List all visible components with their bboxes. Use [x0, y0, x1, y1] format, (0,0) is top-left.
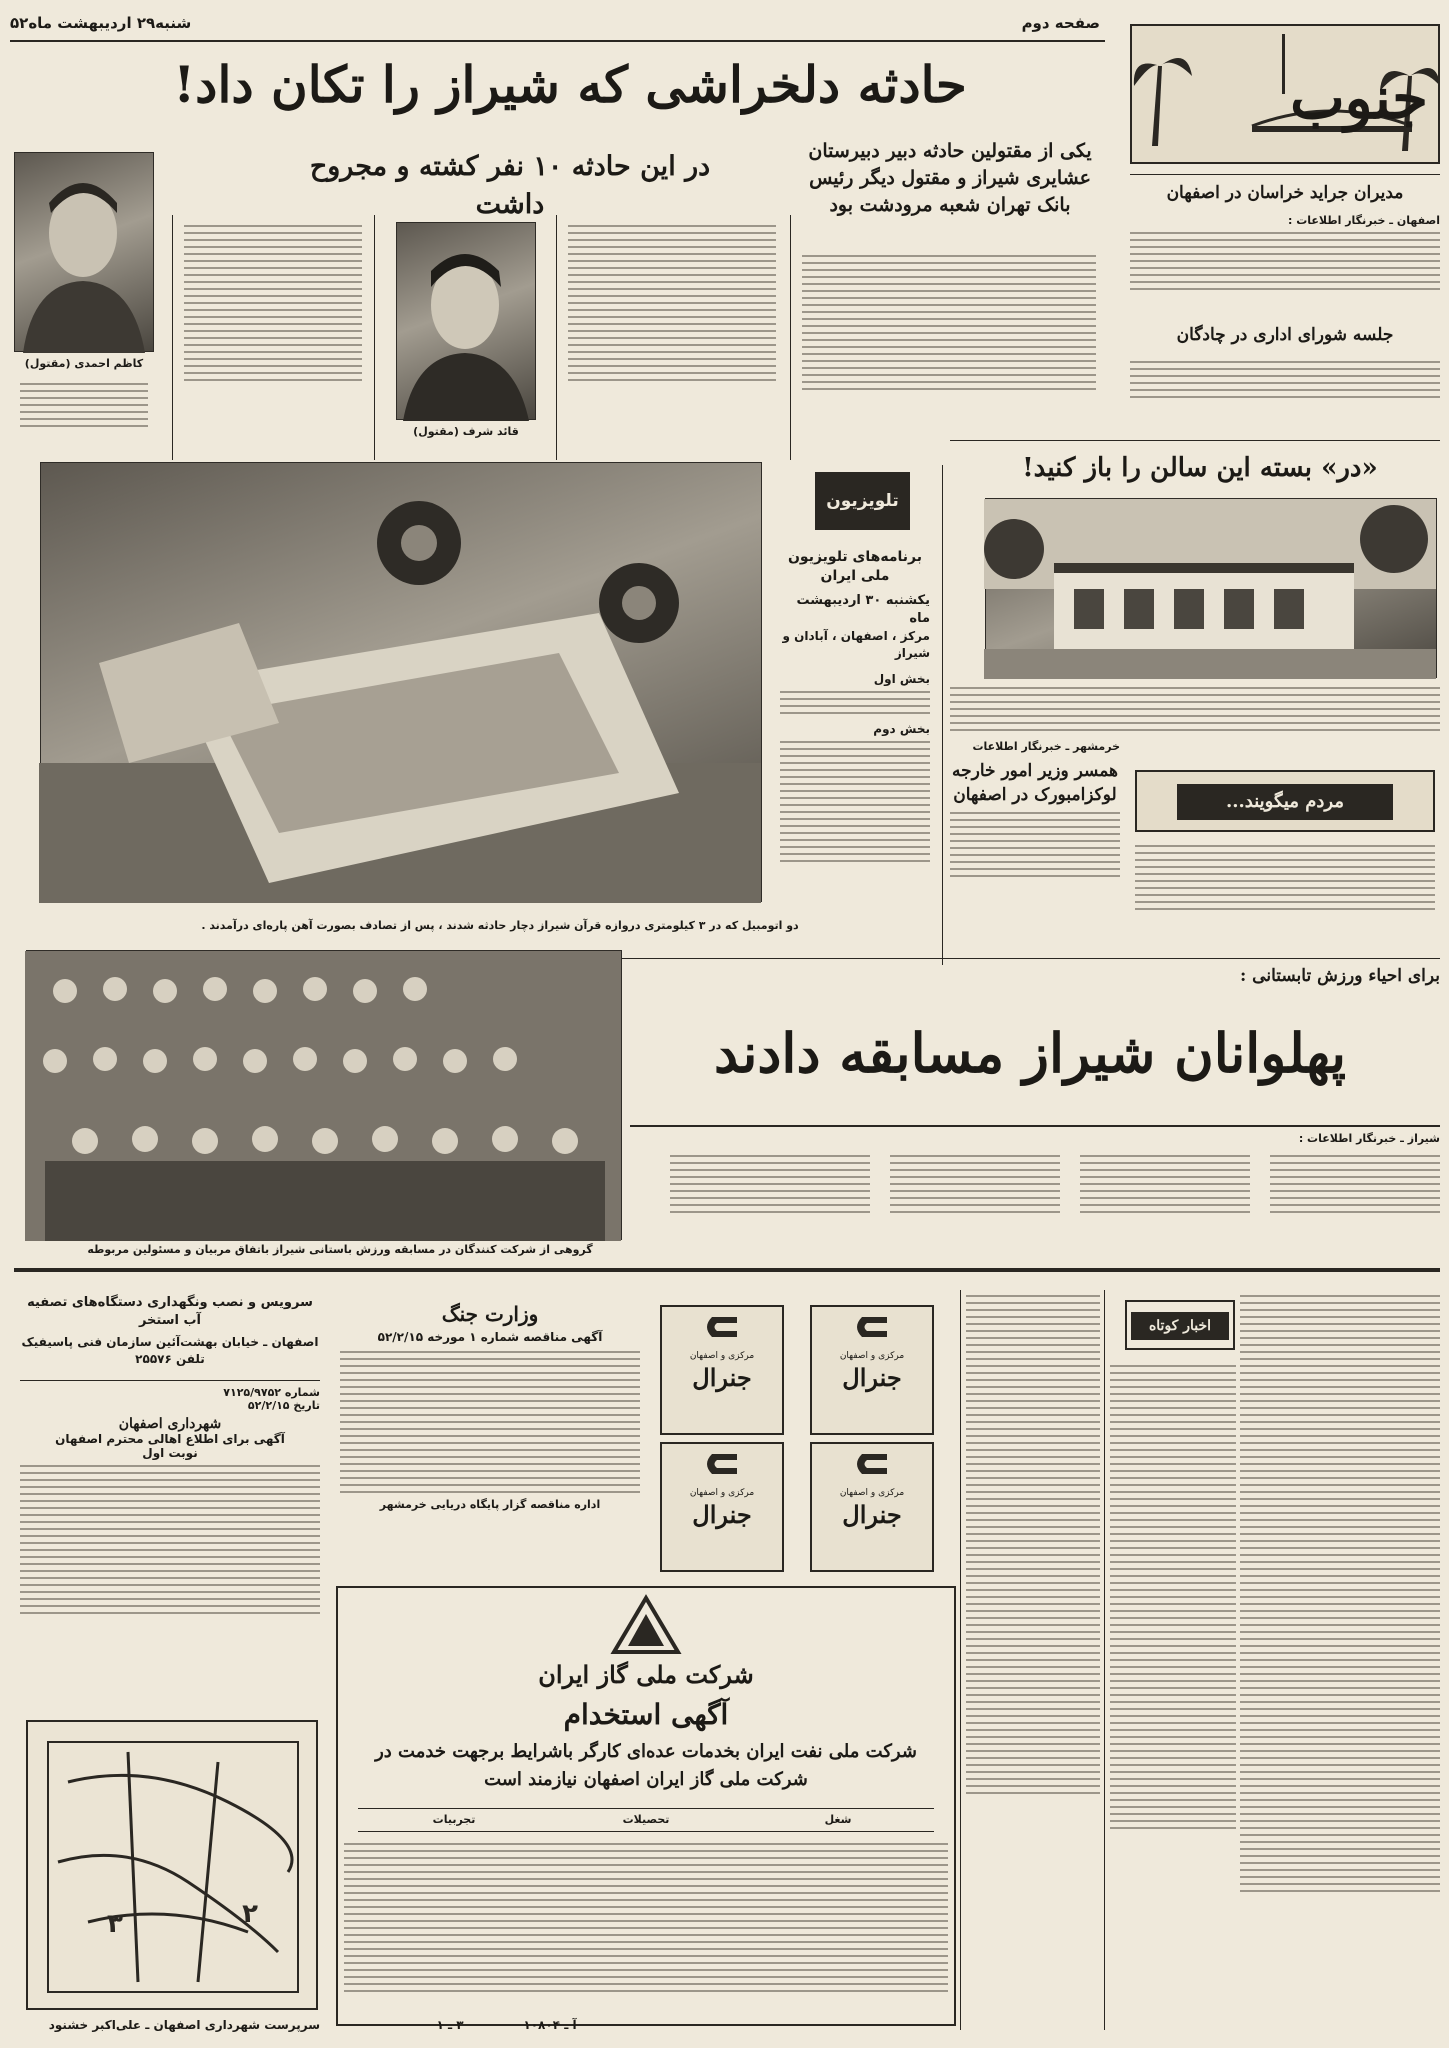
people-say-box [1135, 770, 1435, 832]
general-brand: جنرال [842, 1500, 902, 1529]
logo-text: جنوب [1290, 64, 1428, 132]
caption-ghaed: قائد شرف (مقتول) [413, 425, 519, 438]
svg-text:٢: ٢ [242, 1899, 258, 1929]
service-address: اصفهان ـ خیابان بهشت‌آئین سازمان فنی پاسیفیک تلفن ۲۵۵۷۶ [21, 1335, 319, 1366]
tv-section-1: بخش اول [873, 672, 930, 686]
wrestling-caption: گروهی از شرکت کنندگان در مسابقه ورزش باستانی شیراز باتفاق مربیان و مسئولین مربوطه [87, 1243, 593, 1256]
gas-company: شرکت ملی گاز ایران [538, 1660, 754, 1689]
story-col-2 [562, 220, 782, 455]
wrestling-body [650, 1150, 1440, 1260]
gas-company-logo-icon [338, 1592, 954, 1662]
story1-body [1130, 214, 1440, 314]
person-silhouette-icon [395, 223, 535, 421]
story3-title: «در» بسته این سالن را باز کنید! [1022, 453, 1378, 483]
minister-dateline: خرمشهر ـ خبرنگار اطلاعات [972, 740, 1120, 753]
portrait-kazem [14, 152, 154, 352]
general-ad-3: مرکزی و اصفهان جنرال [810, 1442, 934, 1572]
municipality-sub: آگهی برای اطلاع اهالی محترم اصفهان [55, 1432, 285, 1446]
story-col-3 [796, 250, 1102, 455]
page-label: صفحه دوم [1021, 14, 1100, 32]
province-news-col-a [1240, 1290, 1440, 2030]
ministry-footer: اداره مناقصه گزار پایگاه دریایی خرمشهر [379, 1498, 601, 1511]
wrestling-kicker: برای احیاء ورزش تابستانی : [1239, 966, 1440, 986]
gas-ad-title: آگهی استخدام [563, 1698, 729, 1731]
tv-listing [780, 548, 930, 968]
header-rule [10, 40, 1105, 42]
municipality-round: نوبت اول [142, 1446, 198, 1460]
ministry-title: وزارت جنگ [441, 1302, 539, 1326]
general-ad-4: مرکزی و اصفهان جنرال [660, 1442, 784, 1572]
gas-table-header: شغل تحصیلات تجربیات [358, 1808, 934, 1832]
story2-title: جلسه شورای اداری در چادگان [1176, 325, 1394, 345]
gas-ad-body: شرکت ملی نفت ایران بخدمات عده‌ای کارگر باشرایط برجهت خدمت در شرکت ملی گاز ایران اصفهان نیازمند است [375, 1741, 917, 1790]
caption-kazem: کاظم احمدی (مقتول) [24, 357, 144, 370]
district-map [26, 1720, 318, 2010]
general-logo-icon [662, 1307, 782, 1347]
municipality-ad [20, 1386, 320, 1706]
tv-section-2: بخش دوم [873, 722, 930, 736]
story-col-far-left [14, 378, 154, 448]
main-headline: حادثه دلخراشی که شیراز را تکان داد! [173, 55, 967, 114]
tv-box-label: تلویزیون [815, 472, 910, 530]
minister-title: همسر وزیر امور خارجه لوکزامبورک در اصفهان [952, 761, 1118, 805]
accident-caption: دو اتومبیل که در ۳ کیلومتری دروازه قرآن شیراز دچار حادثه شدند ، پس از تصادف بصورت آهن پاره‌ای درآمدند . [201, 919, 799, 932]
story2-body [1130, 356, 1440, 436]
general-logo-icon [812, 1307, 932, 1347]
story3-body [950, 682, 1440, 762]
general-brand: جنرال [692, 1363, 752, 1392]
tv-title: برنامه‌های تلویزیون ملی ایران [787, 549, 922, 584]
overturned-car-icon [39, 463, 761, 903]
person-silhouette-icon [13, 153, 153, 353]
footer-code: آ ـ ۱۰۸۰۴ [523, 2018, 577, 2032]
hall-photo [985, 498, 1437, 678]
tv-stations: مرکز ، اصفهان ، آبادان و شیراز [782, 629, 930, 660]
ref-no: شماره ۷۱۲۵/۹۷۵۲ [223, 1386, 320, 1399]
svg-text:٣: ٣ [107, 1909, 123, 1939]
building-icon [984, 499, 1436, 679]
service-ad [20, 1294, 320, 1374]
province-news-badge [1125, 1300, 1235, 1350]
general-ad-2: مرکزی و اصفهان جنرال [660, 1305, 784, 1435]
accident-photo [40, 462, 762, 902]
story1-dateline: اصفهان ـ خبرنگار اطلاعات : [1287, 214, 1440, 227]
portrait-ghaed [396, 222, 536, 420]
general-logo-icon [812, 1444, 932, 1484]
municipality-title: شهرداری اصفهان [118, 1416, 222, 1432]
province-news-col-c [966, 1290, 1100, 2030]
ministry-ad [340, 1300, 640, 1590]
map-icon [28, 1722, 316, 2008]
province-news-label: اخبار کوتاه [1131, 1312, 1229, 1340]
main-subhead: در این حادثه ۱۰ نفر کشته و مجروح داشت [309, 151, 711, 220]
group-photo-icon [25, 951, 621, 1241]
gas-ad [336, 1586, 956, 2026]
general-brand: جنرال [692, 1500, 752, 1529]
service-title: سرویس و نصب ونگهداری دستگاه‌های تصفیه آب استخر [27, 1295, 313, 1328]
main-kicker: یکی از مقتولین حادثه دبیر دبیرستان عشایری شیراز و مقتول دیگر رئیس بانک تهران شعبه مرودشت بود [808, 140, 1092, 216]
minister-story [950, 740, 1120, 970]
people-say-body [1135, 840, 1435, 950]
ref-date: تاریخ ۵۲/۲/۱۵ [247, 1399, 320, 1412]
tv-day: یکشنبه ۳۰ اردیبهشت ماه [796, 593, 930, 626]
wrestling-dateline: شیراز ـ خبرنگار اطلاعات : [1298, 1132, 1440, 1145]
wrestling-photo [26, 950, 622, 1240]
story-col-1 [178, 220, 368, 455]
footer-code-2: ۳ ـ ۱ [436, 2018, 464, 2032]
wrestling-headline: پهلوانان شیراز مسابقه دادند [714, 1021, 1346, 1085]
general-logo-icon [662, 1444, 782, 1484]
ministry-sub: آگهی مناقصه شماره ۱ مورخه ۵۲/۲/۱۵ [377, 1330, 603, 1344]
general-ad-1: مرکزی و اصفهان جنرال [810, 1305, 934, 1435]
general-brand: جنرال [842, 1363, 902, 1392]
province-news-col-b [1110, 1360, 1236, 2030]
footer-signature: سرپرست شهرداری اصفهان ـ علی‌اکبر خشنود [48, 2018, 320, 2032]
people-say-label: مردم میگویند... [1177, 784, 1393, 820]
date-line: شنبه۲۹ اردیبهشت ماه۵۲ [10, 14, 192, 32]
section-separator [14, 1268, 1440, 1272]
story1-title: مدیران جراید خراسان در اصفهان [1166, 183, 1404, 203]
logo-box [1130, 24, 1440, 164]
